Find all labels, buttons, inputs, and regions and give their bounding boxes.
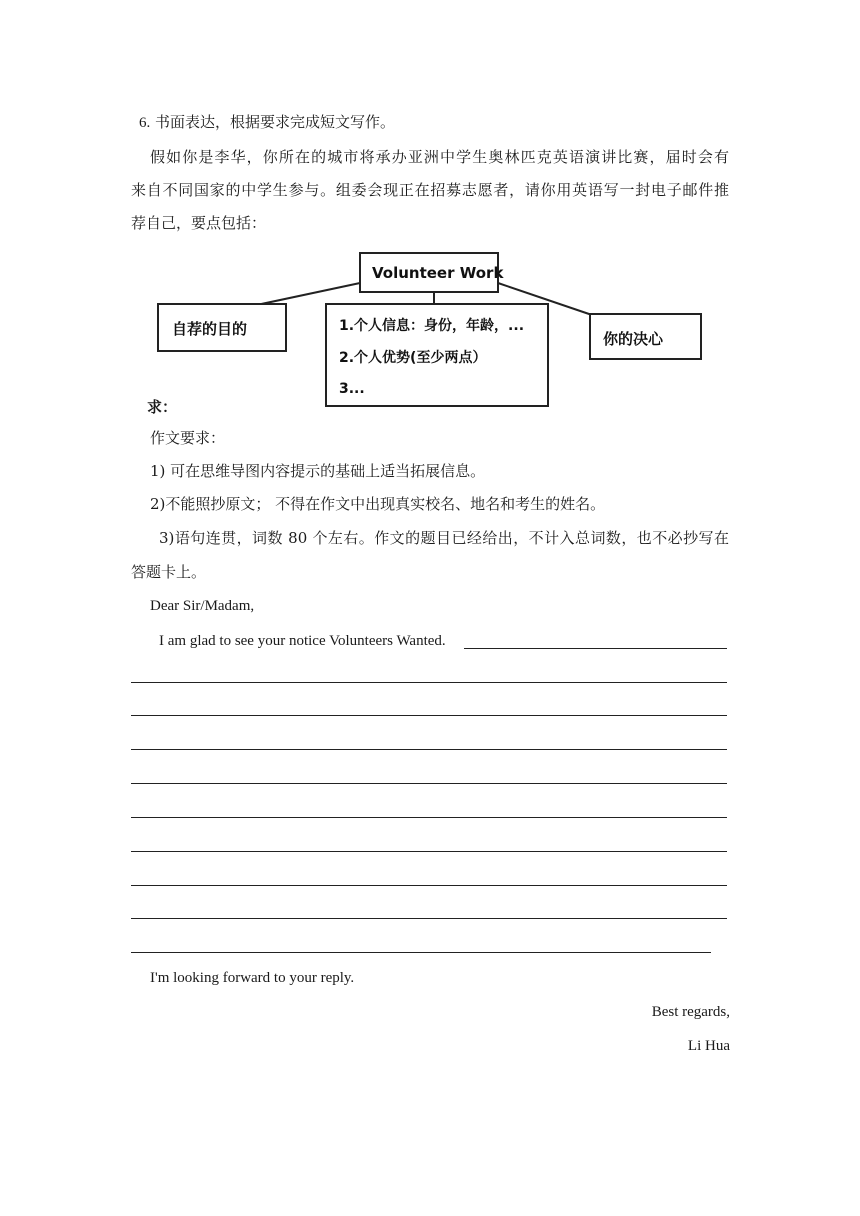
requirement-2: 2)不能照抄原文； 不得在作文中出现真实校名、地名和考生的姓名。: [150, 495, 606, 513]
answer-line: [131, 749, 727, 750]
center-node: [359, 252, 504, 293]
middle-item-1: 1.个人信息：身份，年龄，...: [339, 318, 525, 334]
answer-line: [131, 817, 727, 818]
center-node-label: Volunteer Work: [372, 264, 504, 282]
middle-node: [325, 303, 549, 407]
middle-item-2: 2.个人优势(至少两点）: [339, 350, 487, 366]
answer-line: [131, 885, 727, 886]
letter-closing-line: I'm looking forward to your reply.: [150, 970, 355, 986]
cut-off-text: 求：: [147, 398, 178, 416]
answer-line: [131, 851, 727, 852]
right-node: [589, 313, 702, 360]
right-node-label: 你的决心: [603, 330, 664, 348]
prompt-line-3: 荐自己，要点包括：: [131, 214, 267, 232]
requirements-heading: 作文要求：: [150, 429, 226, 447]
left-node: [157, 303, 287, 352]
left-node-label: 自荐的目的: [172, 320, 248, 338]
answer-line: [131, 952, 711, 953]
middle-item-3: 3...: [339, 381, 365, 397]
letter-opening: I am glad to see your notice Volunteers Wanted.: [159, 633, 446, 649]
letter-greeting: Dear Sir/Madam,: [150, 598, 255, 614]
answer-line: [131, 682, 727, 683]
letter-sign-off: Best regards,: [651, 1004, 730, 1020]
prompt-line-1: 假如你是李华，你所在的城市将承办亚洲中学生奥林匹克英语演讲比赛，届时会有: [150, 148, 729, 166]
instruction-text: 书面表达，根据要求完成短文写作。: [155, 113, 396, 131]
requirement-1: 1) 可在思维导图内容提示的基础上适当拓展信息。: [150, 462, 486, 480]
answer-line: [464, 648, 727, 649]
requirement-3-line-1: 3)语句连贯，词数 80 个左右。作文的题目已经给出，不计入总词数，也不必抄写在: [159, 529, 729, 547]
answer-line: [131, 783, 727, 784]
prompt-line-2: 来自不同国家的中学生参与。组委会现正在招募志愿者，请你用英语写一封电子邮件推: [131, 181, 729, 199]
answer-line: [131, 715, 727, 716]
answer-line: [131, 918, 727, 919]
requirement-3-line-2: 答题卡上。: [131, 563, 207, 581]
letter-signature: Li Hua: [687, 1038, 730, 1054]
question-number: 6.: [139, 115, 151, 131]
